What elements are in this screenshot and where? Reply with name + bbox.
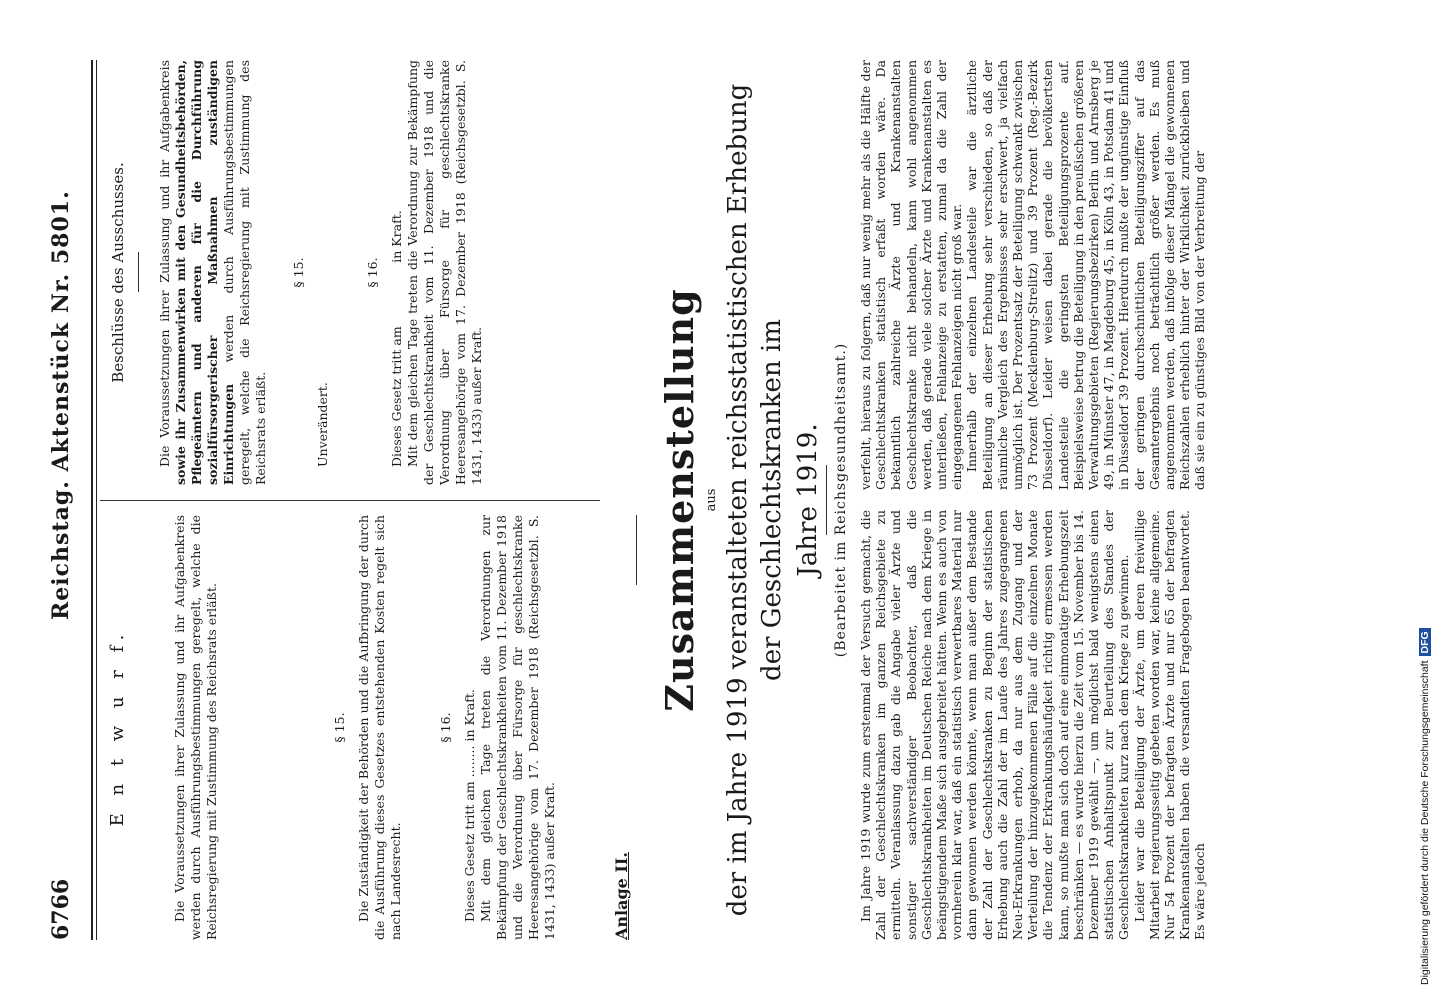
title-block [645, 60, 849, 940]
left-section-15: § 15. [332, 712, 347, 743]
bottom-right-column [858, 60, 1208, 490]
left-column [107, 515, 558, 940]
main-title: Zusammenstellung [657, 288, 702, 712]
bottom-left-column [858, 510, 1208, 940]
title-rule-top [636, 515, 637, 585]
right-paragraph-1c: werden durch Ausführungsbestimmungen geregelt, welche die Reichsregierung mit Zustimmung des Reichsrats erläßt. [221, 60, 268, 485]
right-section-15: § 15. [291, 257, 306, 288]
bottom-right-paragraph-1: verfehlt, hieraus zu folgern, daß nur wenig mehr als die Hälfte der Geschlechtskranken statistisch erfaßt worden wäre. Da bekanntlich zahlreiche Ärzte und Krankenanstalten Geschlechtskranke nicht behandeln, kann wohl angenommen werden, daß gerade viele solcher Ärzte und Krankenanstalten es unterließen, Fehlanzeige zu erstatten, zumal da die Zahl der eingegangenen Fehlanzeigen nicht groß war. [858, 60, 965, 490]
right-paragraph-1a: Die Voraussetzungen ihrer Zulassung und ihr Aufgabenkreis [157, 60, 172, 467]
bottom-left-paragraph-1: Im Jahre 1919 wurde zum erstenmal der Versuch gemacht, die Zahl der Geschlechtskranken im ganzen Reichsgebiete zu ermitteln. Veranlassung dazu gab die Angabe vieler Ärzte und sonstiger sachverständiger Beobachter, daß die Geschlechtskrankheiten im Deutschen Reiche nach dem Kriege in beängstigendem Maße sich ausgebreitet hätten. Wenn es auch von vornherein klar war, daß ein statistisch verwertbares Material nur dann gewonnen werden könnte, wenn man außer dem Bestande der Zahl der Geschlechtskranken zu Beginn der statistischen Erhebung auch die Zahl der im Laufe des Jahres zugegangenen Neu-Erkrankungen erhob, da nur aus dem Zugang und der Verteilung der hinzugekommenen Fälle auf die einzelnen Monate die Tendenz der Erkrankungshäufigkeit richtig ermessen werden kann, so mußte man sich doch auf eine einmonatige Erhebungszeit beschränken — es wurde hierzu die Zeit vom 15. November bis 14. Dezember 1919 gewählt —, um möglichst bald wenigstens einen statistischen Anhaltspunkt zur Beurteilung des Standes der Geschlechtskrankheiten kurz nach dem Kriege zu gewinnen. [858, 510, 1132, 940]
right-paragraph-2: Unverändert. [315, 382, 330, 467]
right-column [110, 60, 485, 485]
digitization-note [1419, 5, 1433, 985]
right-paragraph-4: Mit dem gleichen Tage treten die Verordnung zur Bekämpfung der Geschlechtskrankheit vom 11. Dezember 1918 und die Verordnung über Fürsorge für geschlechtskranke Heeresangehörige vom 17. Dezember 1918 (Reichsgesetzbl. S. 1431, 1433) außer Kraft. [405, 60, 484, 485]
subtitle-line-2: Jahre 1919. [793, 423, 823, 577]
subtitle-line-1: der im Jahre 1919 veranstalteten reichsstatistischen Erhebung der Geschlechtskranken im [723, 83, 787, 917]
left-column-heading: E n t w u r f. [107, 628, 128, 827]
left-paragraph-1: Die Voraussetzungen ihrer Zulassung und ihr Aufgabenkreis werden durch Ausführungsbestimmungen geregelt, welche die Reichsregierung mit Zustimmung des Reichsrats erläßt. [172, 515, 219, 940]
header-rule [91, 60, 93, 940]
right-section-16: § 16. [365, 257, 380, 288]
right-column-heading: Beschlüsse des Ausschusses. [109, 162, 127, 383]
page-header [48, 60, 88, 940]
right-paragraph-1b: sowie ihr Zusammenwirken mit den Gesundheitsbehörden, Pflegeämtern und anderen für die Durchführung sozialfürsorgerischer Maßnahmen zuständigen Einrichtungen [173, 60, 236, 485]
right-paragraph-1 [157, 60, 269, 485]
title-rule-bottom [826, 465, 827, 535]
anlage-label: Anlage II. [612, 852, 631, 940]
bottom-right-paragraph-2: Innerhalb der einzelnen Landesteile war die ärztliche Beteiligung an dieser Erhebung sehr verschieden, so daß der räumliche Vergleich des Ergebnisses sehr erschwert, ja vielfach unmöglich ist. Der Prozentsatz der Beteiligung schwankt zwischen 73 Prozent (Mecklenburg-Strelitz) und 39 Prozent (Reg.-Bezirk Düsseldorf). Leider weisen dabei gerade die bevölkertsten Landesteile die geringsten Beteiligungsprozente auf. Beispielsweise betrug die Beteiligung in den preußischen größeren Verwaltungsgebieten (Regierungsbezirken) Berlin und Arnsberg je 49, in Münster 47, in Magdeburg 45, in Köln 43, in Potsdam 41 und in Düsseldorf 39 Prozent. Hierdurch mußte der ungünstige Einfluß der geringen durchschnittlichen Beteiligungsziffer auf das Gesamtergebnis noch beträchtlich größer werden. Es muß angenommen werden, daß infolge dieser Mängel die gewonnenen Reichszahlen erheblich hinter der Wirklichkeit zurückbleiben und daß sie ein zu günstiges Bild von der Verbreitung der [964, 60, 1208, 490]
dfg-logo: DFG [1419, 628, 1431, 656]
right-paragraph-3: Dieses Gesetz tritt am in Kraft. [389, 210, 404, 467]
bearbeitet-note: (Bearbeitet im Reichsgesundheitsamt.) [833, 342, 849, 658]
bottom-left-paragraph-2: Leider war die Beteiligung der Ärzte, um deren freiwillige Mitarbeit regierungsseitig gebeten worden war, keine allgemeine. Nur 54 Prozent der befragten Ärzte und nur 65 der befragten Krankenanstalten haben die versandten Fragebogen beantwortet. Es wäre jedoch [1131, 510, 1208, 940]
digitization-text: Digitalisierung gefördert durch die Deutsche Forschungsgemeinschaft [1419, 660, 1431, 985]
left-paragraph-4: Mit dem gleichen Tage treten die Verordnungen zur Bekämpfung der Geschlechtskrankheiten vom 11. Dezember 1918 und die Verordnung über Fürsorge für geschlechtskranke Heeresangehörige vom 17. Dezember 1918 (Reichsgesetzbl. S. 1431, 1433) außer Kraft. [478, 515, 557, 940]
column-divider [100, 500, 600, 501]
left-section-16: § 16. [438, 712, 453, 743]
page-number: 6766 [48, 878, 74, 940]
title-aus: aus [704, 488, 719, 512]
right-heading-rule [138, 253, 139, 293]
page-title: Reichstag. Aktenstück Nr. 5801. [48, 190, 74, 620]
left-paragraph-2: Die Zuständigkeit der Behörden und die Aufbringung der durch die Ausführung dieses Gesetzes entstehenden Kosten regelt sich nach Landesrecht. [356, 515, 403, 940]
header-rule-thin [96, 60, 97, 940]
left-paragraph-3: Dieses Gesetz tritt am ........ in Kraft. [462, 689, 477, 922]
